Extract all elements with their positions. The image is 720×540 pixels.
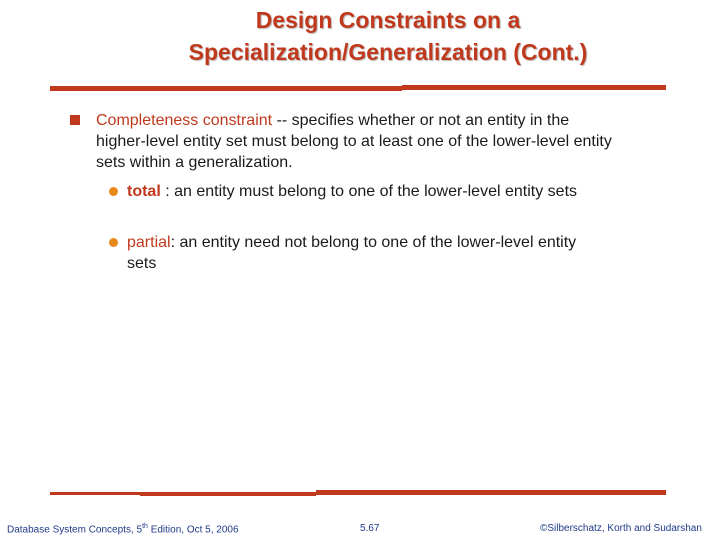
square-bullet-icon bbox=[70, 115, 80, 125]
sub-bullet-total-text: : an entity must belong to one of the lower-level entity sets bbox=[160, 183, 578, 200]
slide-title bbox=[60, 4, 716, 68]
sub-bullet-total bbox=[127, 181, 607, 202]
slide-title-line1: Design Constraints on a bbox=[255, 7, 521, 33]
sub-bullet-partial-text: : an entity need not belong to one of the lower-level entity sets bbox=[127, 234, 577, 272]
footer-copyright: ©Silberschatz, Korth and Sudarshan bbox=[540, 523, 702, 534]
round-bullet-icon bbox=[109, 187, 118, 196]
footer-book-title-suffix: Edition, Oct 5, 2006 bbox=[147, 524, 239, 536]
footer-book-title-prefix: Database System Concepts, 5 bbox=[7, 524, 143, 536]
sub-bullet-partial bbox=[127, 232, 607, 274]
round-bullet-icon bbox=[109, 238, 118, 247]
bullet-completeness bbox=[96, 110, 616, 173]
bullet-completeness-text: -- specifies whether or not an entity in the higher-level entity set must belong to at least one of the lower-level entity sets within a generalization. bbox=[96, 112, 612, 171]
footer-edition-sup: th bbox=[142, 523, 148, 530]
title-divider-segment bbox=[402, 85, 666, 90]
footer-slide-number: 5.67 bbox=[360, 523, 380, 534]
term-partial: partial bbox=[127, 234, 171, 251]
term-completeness: Completeness constraint bbox=[96, 112, 273, 129]
footer-book-title bbox=[7, 523, 239, 535]
footer-divider bbox=[50, 492, 140, 495]
footer-divider-segment bbox=[316, 490, 666, 495]
term-total: total bbox=[127, 183, 161, 200]
footer-divider-segment bbox=[140, 492, 316, 496]
slide-title-line2: Specialization/Generalization (Cont.) bbox=[188, 39, 588, 65]
title-divider bbox=[50, 86, 402, 91]
